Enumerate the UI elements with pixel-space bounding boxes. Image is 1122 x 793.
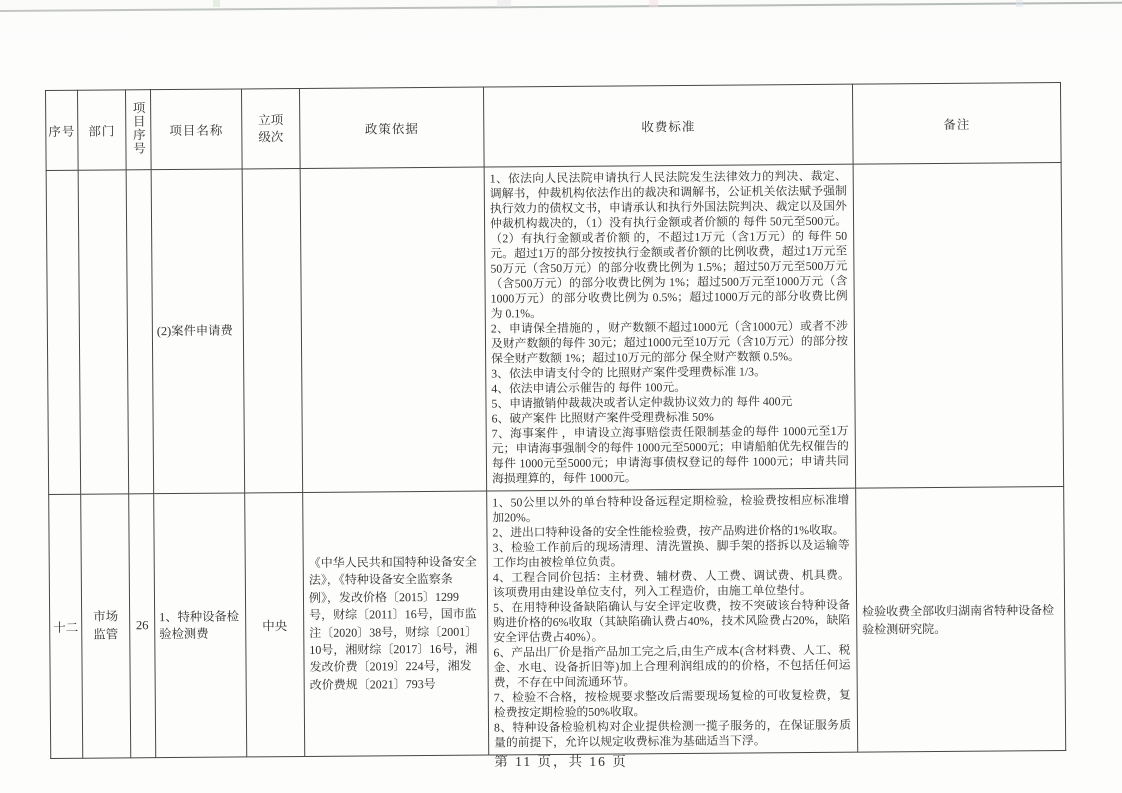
row2-item-number-cell: 26 bbox=[129, 494, 156, 758]
col-header-remarks: 备注 bbox=[852, 83, 1061, 165]
col-header-item-number bbox=[126, 90, 152, 170]
col-header-item-name: 项目名称 bbox=[151, 89, 243, 170]
row2-item-name-cell: 1、特种设备检验检测费 bbox=[154, 493, 247, 758]
row2-approval-level-cell: 中央 bbox=[245, 492, 305, 756]
scanner-edge-artifact bbox=[0, 2, 1122, 12]
row1-policy-basis-cell bbox=[300, 167, 487, 492]
row2-remarks-cell: 检验收费全部收归湖南省特种设备检验检测研究院。 bbox=[856, 487, 1066, 753]
col-header-department: 部门 bbox=[78, 90, 127, 170]
fee-schedule-table bbox=[45, 82, 1066, 759]
row1-remarks-cell bbox=[853, 163, 1064, 489]
scan-smudge bbox=[497, 0, 511, 7]
table-row-special-equipment-inspection-fee bbox=[49, 487, 1066, 759]
scan-smudge bbox=[1016, 0, 1023, 7]
row1-department-cell bbox=[78, 170, 129, 494]
row2-department-cell bbox=[81, 494, 131, 758]
row2-sequence-cell: 十二 bbox=[49, 494, 83, 758]
row1-item-name-cell: (2)案件申请费 bbox=[151, 169, 245, 494]
col-header-approval-level-label: 立项级次 bbox=[258, 112, 284, 144]
page-number: 第 11 页，共 16 页 bbox=[494, 754, 628, 769]
table-row-case-application-fee bbox=[46, 163, 1064, 495]
fee-schedule-table-wrap bbox=[45, 82, 1065, 759]
col-header-item-number-label: 项目序号 bbox=[131, 100, 146, 155]
row2-fee-standard-cell: 1、50公里以外的单台特种设备远程定期检验，检验费按相应标准增加20%。 2、进出口特种设备的安全性能检验费，按产品购进价格的1%收取。 3、检验工作前后的现场清理、清洗置换、脚手架的搭拆以及运输等工作均由被检单位负责。 4、工程合同价包括：主材费、辅材费、人工费、调试费、机具费。该项费用由建设单位支付，列入工程造价，由施工单位垫付。 5、在用特种设备缺陷确认与安全评定收费，按不突破该台特种设备购进价格的6%收取（其缺陷确认费占40%，技术风险费占20%，缺陷安全评估费占40%）。 6、产品出厂价是指产品加工完之后,由生产成本(含材料费、人工、税金、水电、设备折旧等)加上合理利润组成的的价格，不包括任何运费，不存在中间流通环节。 7、检验不合格，按检规要求整改后需要现场复检的可收复检费，复检费按定期检验的50%收取。 8、特种设备检验机构对企业提供检测一揽子服务的，在保证服务质量的前提下，允许以规定收费标准为基础适当下浮。 bbox=[487, 488, 858, 755]
scan-smudge bbox=[213, 0, 220, 7]
row2-policy-basis-cell: 《中华人民共和国特种设备安全法》，《特种设备安全监察条例》，发改价格〔2015〕1299号，财综〔2011〕16号，国市监注〔2020〕38号，财综〔2001〕10号，湘财综〔2017〕16号，湘发改价费〔2019〕224号，湘发改价费规〔2021〕793号 bbox=[303, 491, 489, 756]
col-header-approval-level bbox=[241, 89, 300, 169]
col-header-policy-basis: 政策依据 bbox=[299, 87, 484, 168]
col-header-sequence: 序号 bbox=[46, 90, 79, 170]
scan-smudge bbox=[649, 0, 658, 7]
row2-department-label: 市场监管 bbox=[93, 609, 119, 642]
row1-item-number-cell bbox=[126, 170, 154, 494]
col-header-fee-standard: 收费标准 bbox=[483, 84, 853, 167]
row1-fee-standard-cell: 1、依法向人民法院申请执行人民法院发生法律效力的判决、裁定、调解书，仲裁机构依法作出的裁决和调解书，公证机关依法赋予强制执行效力的债权文书，申请承认和执行外国法院判决、裁定以及国外仲裁机构裁决的，（1）没有执行金额或者价额的 每件 50元至500元。（2）有执行金额或者价额 的，不超过1万元（含1万元）的 每件 50元。超过1万的部分按按执行金额或者价额的比例收费，超过1万元至50万元（含50万元）的部分收费比例为 1.5%；超过50万元至500万元（含500万元）的部分收费比例为 1%；超过500万元至1000万元（含1000万元）的部分收费比例为 0.5%；超过1000万元的部分收费比例为 0.1%。 2、申请保全措施的 ，财产数额不超过1000元（含1000元）或者不涉及财产数额的每件 30元；超过1000元至10万元（含10万元）的部分按保全财产数额 1%；超过10万元的部分 保全财产数额 0.5%。 3、依法申请支付令的 比照财产案件受理费标准 1/3。 4、依法申请公示催告的 每件 100元。 5、申请撤销仲裁裁决或者认定仲裁协议效力的 每件 400元 6、破产案件 比照财产案件受理费标准 50% 7、海事案件 ，申请设立海事赔偿责任限制基金的每件 1000元至1万元；申请海事强制令的每件 1000元至5000元；申请船舶优先权催告的每件 1000元至5000元；申请海事债权登记的每件 1000元；申请共同海损理算的，每件 1000元。 bbox=[484, 164, 856, 491]
header-row bbox=[46, 83, 1062, 171]
row1-sequence-cell bbox=[46, 170, 81, 494]
row1-approval-level-cell bbox=[242, 168, 303, 492]
